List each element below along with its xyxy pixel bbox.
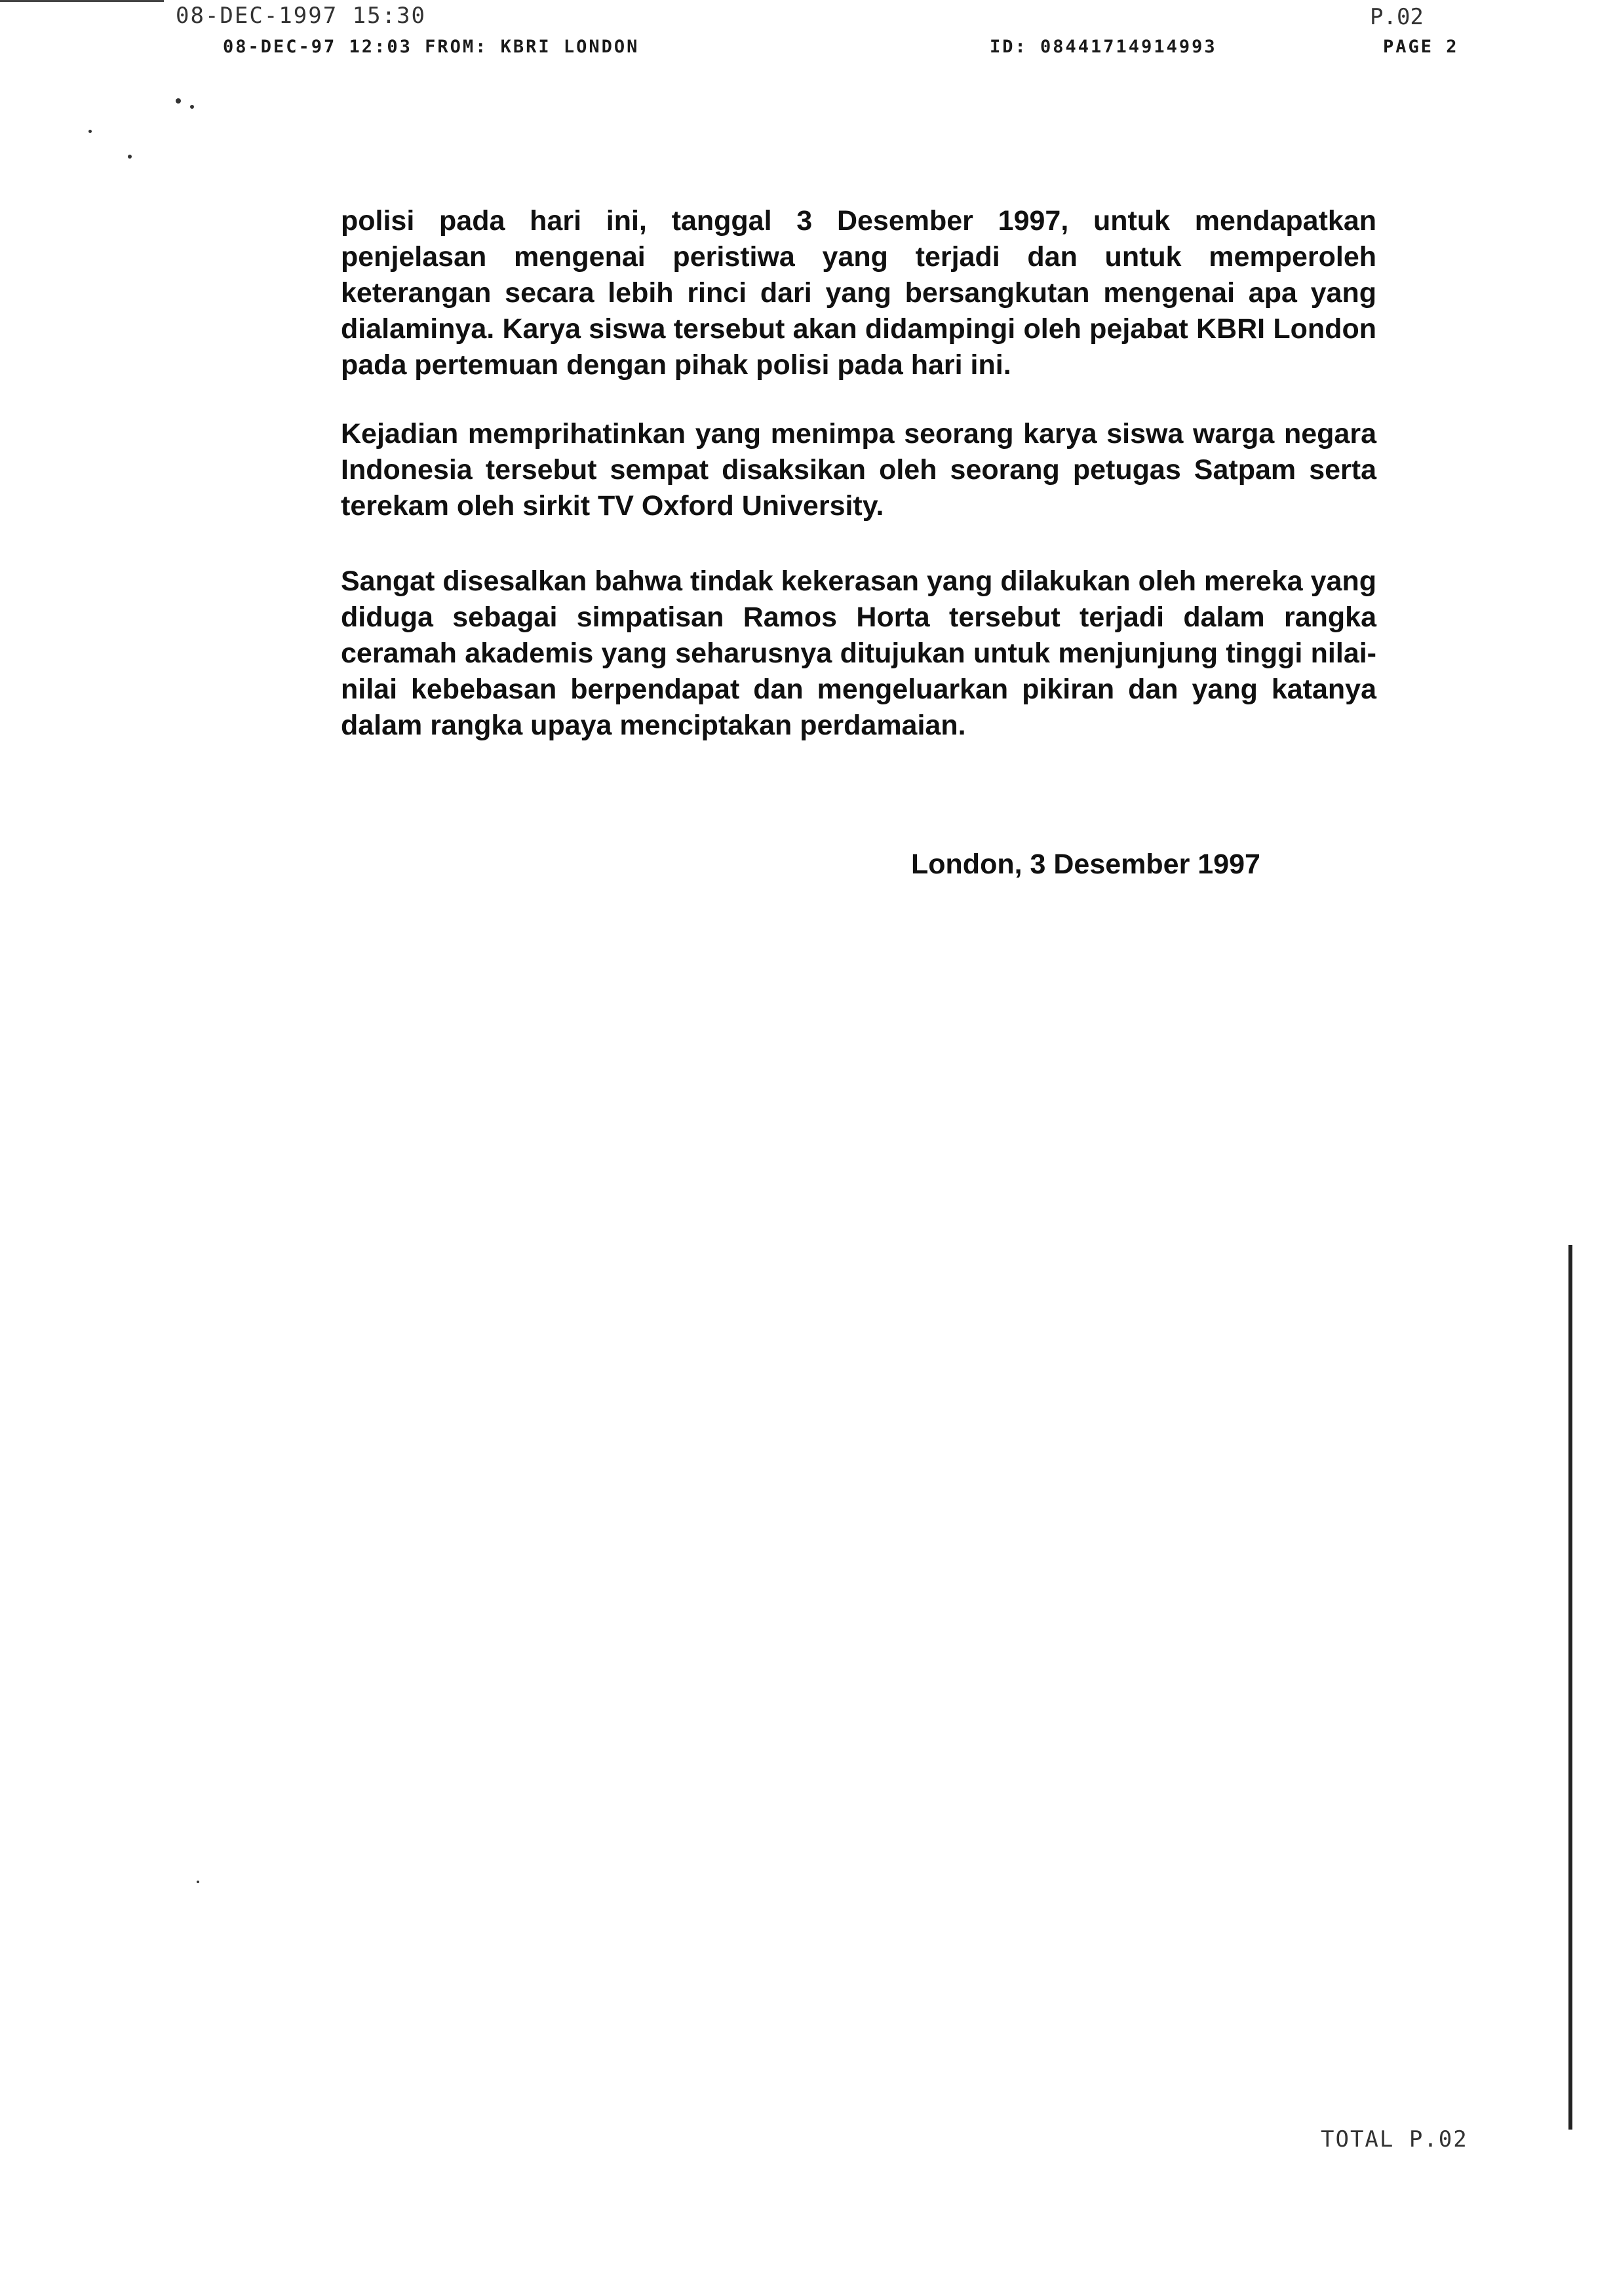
- body-paragraph-1: polisi pada hari ini, tanggal 3 Desember 1997, untuk mendapatkan penjelasan mengenai peristiwa yang terjadi dan untuk memperoleh keterangan secara lebih rinci dari yang bersangkutan mengenai apa yang dialaminya. Karya siswa tersebut akan didampingi oleh pejabat KBRI London pada pertemuan dengan pihak polisi pada hari ini.: [341, 205, 1376, 381]
- fax-total-pages: TOTAL P.02: [1321, 2126, 1468, 2152]
- closing-place-date: London, 3 Desember 1997: [911, 849, 1260, 880]
- fax-sender-line: 08-DEC-97 12:03 FROM: KBRI LONDON: [223, 37, 640, 57]
- scan-speck: [190, 105, 194, 109]
- body-paragraph-2: Kejadian memprihatinkan yang menimpa seorang karya siswa warga negara Indonesia tersebut sempat disaksikan oleh seorang petugas Satpam serta terekam oleh sirkit TV Oxford University.: [341, 418, 1376, 522]
- body-paragraph-3: Sangat disesalkan bahwa tindak kekerasan yang dilakukan oleh mereka yang diduga sebagai simpatisan Ramos Horta tersebut terjadi dalam rangka ceramah akademis yang seharusnya ditujukan untuk menjunjung tinggi nilai-nilai kebebasan berpendapat dan mengeluarkan pikiran dan yang katanya dalam rangka upaya menciptakan perdamaian.: [341, 565, 1376, 741]
- fax-top-timestamp: 08-DEC-1997 15:30: [176, 3, 426, 29]
- fax-id-line: ID: 08441714914993: [990, 37, 1217, 57]
- scan-edge-line: [1568, 1245, 1572, 2130]
- scan-speck: [128, 155, 132, 159]
- fax-top-rule: [0, 0, 164, 2]
- scan-speck: [197, 1881, 199, 1883]
- fax-top-page-number: P.02: [1370, 4, 1424, 30]
- scan-speck: [88, 130, 92, 133]
- scan-speck: [176, 98, 181, 104]
- fax-page-label: PAGE 2: [1383, 37, 1459, 57]
